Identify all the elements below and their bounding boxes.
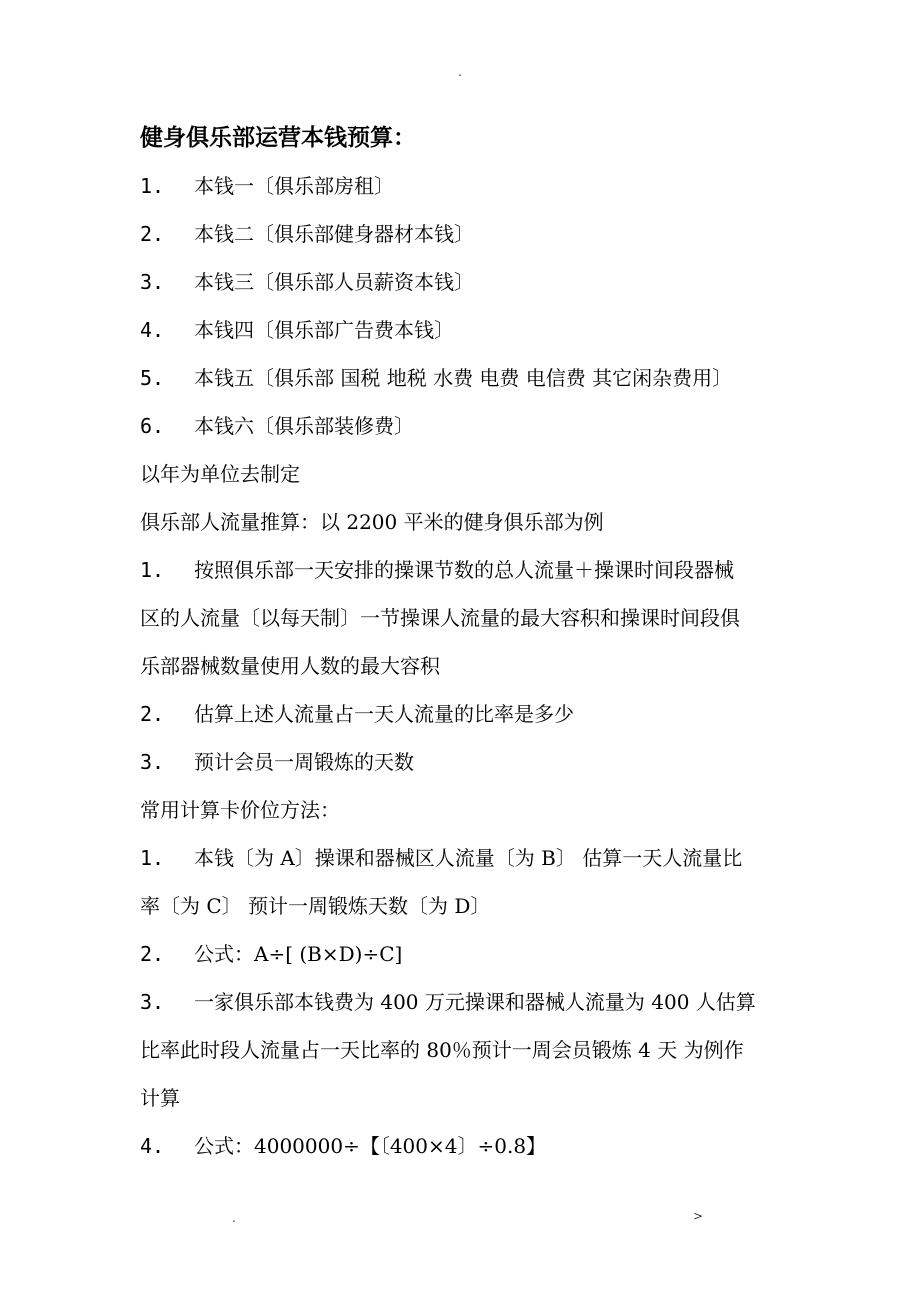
list-item — [140, 738, 840, 786]
list-item — [140, 978, 840, 1026]
list-item — [140, 930, 840, 978]
traffic-list — [140, 546, 840, 786]
document-title: 健身俱乐部运营本钱预算： — [140, 125, 416, 151]
item-text: 本钱三〔俱乐部人员薪资本钱〕 — [194, 270, 474, 294]
item-number: 3. — [140, 990, 165, 1014]
item-text-continued: 率〔为 C〕 预计一周锻炼天数〔为 D〕 — [140, 894, 491, 918]
item-number: 6. — [140, 414, 165, 438]
item-number: 5. — [140, 366, 165, 390]
list-item — [140, 306, 840, 354]
item-text: 本钱二〔俱乐部健身器材本钱〕 — [194, 222, 474, 246]
item-text: 本钱一〔俱乐部房租〕 — [194, 174, 394, 198]
item-number: 2. — [140, 222, 165, 246]
item-number: 1. — [140, 558, 165, 582]
item-text: 预计会员一周锻炼的天数 — [194, 750, 414, 774]
page-mark-top: . — [458, 65, 462, 79]
item-text-continued: 比率此时段人流量占一天比率的 80％预计一周会员锻炼 4 天 为例作 — [140, 1038, 744, 1062]
item-number: 2. — [140, 702, 165, 726]
item-text-continued: 计算 — [140, 1086, 180, 1110]
list-item — [140, 162, 840, 210]
method-heading: 常用计算卡价位方法： — [140, 798, 340, 822]
list-item — [140, 354, 840, 402]
method-list — [140, 834, 840, 1170]
item-text: 估算上述人流量占一天人流量的比率是多少 — [194, 702, 574, 726]
item-text-continued: 乐部器械数量使用人数的最大容积 — [140, 654, 440, 678]
list-item — [140, 402, 840, 450]
item-text: 一家俱乐部本钱费为 400 万元操课和器械人流量为 400 人估算 — [194, 990, 756, 1014]
item-number: 4. — [140, 1134, 165, 1158]
item-number: 1. — [140, 846, 165, 870]
document-body — [140, 114, 840, 1170]
cost-list — [140, 162, 840, 450]
item-text-continued: 区的人流量〔以每天制〕一节操课人流量的最大容积和操课时间段俱 — [140, 606, 740, 630]
item-text: 按照俱乐部一天安排的操课节数的总人流量＋操课时间段器械 — [194, 558, 734, 582]
list-item — [140, 546, 840, 594]
traffic-heading: 俱乐部人流量推算：以 2200 平米的健身俱乐部为例 — [140, 510, 604, 534]
item-number: 1. — [140, 174, 165, 198]
list-item — [140, 690, 840, 738]
list-item — [140, 258, 840, 306]
list-item — [140, 210, 840, 258]
item-number: 3. — [140, 270, 165, 294]
list-item — [140, 834, 840, 882]
unit-note: 以年为单位去制定 — [140, 462, 300, 486]
item-number: 4. — [140, 318, 165, 342]
item-text: 本钱六〔俱乐部装修费〕 — [194, 414, 414, 438]
item-text: 本钱五〔俱乐部 国税 地税 水费 电费 电信费 其它闲杂费用〕 — [194, 366, 733, 390]
item-number: 3. — [140, 750, 165, 774]
item-number: 2. — [140, 942, 165, 966]
item-text: 本钱四〔俱乐部广告费本钱〕 — [194, 318, 454, 342]
page-mark-bottom-left: . — [232, 1211, 236, 1225]
item-text: 本钱〔为 A〕操课和器械区人流量〔为 B〕 估算一天人流量比 — [194, 846, 743, 870]
list-item — [140, 1122, 840, 1170]
item-text: 公式：4000000÷【〔400×4〕÷0.8】 — [194, 1134, 547, 1158]
item-text: 公式：A÷[ (B×D)÷C] — [194, 942, 403, 966]
page-mark-bottom-right: > — [693, 1209, 704, 1223]
